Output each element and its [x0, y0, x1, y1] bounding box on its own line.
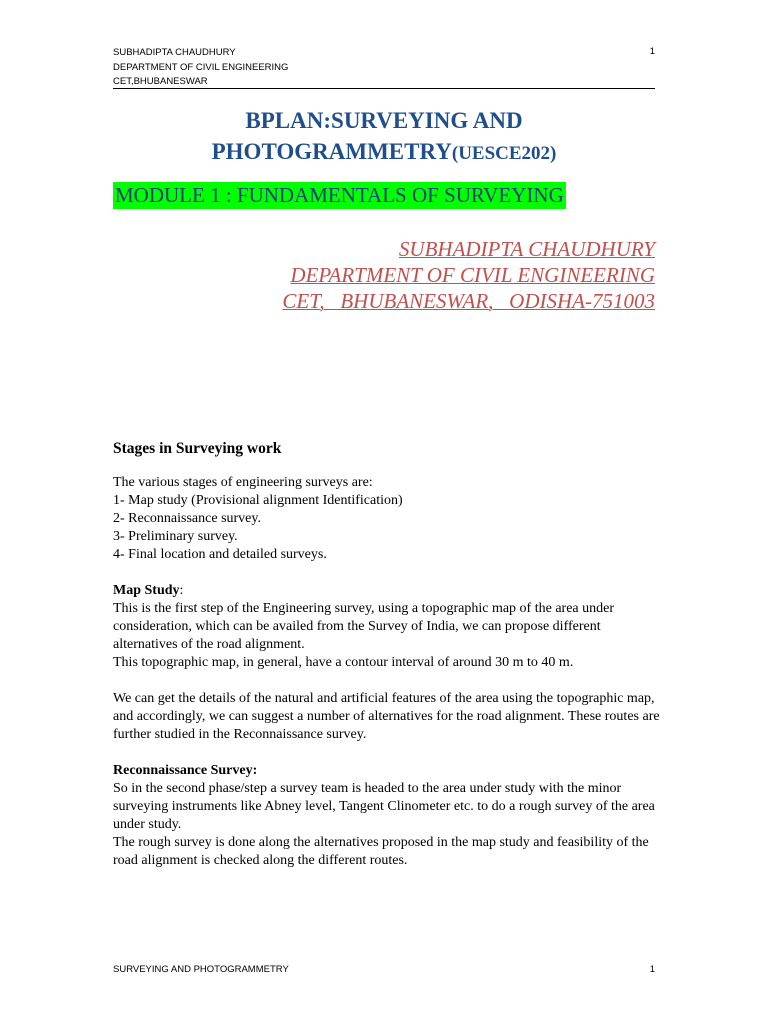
module-heading: MODULE 1 : FUNDAMENTALS OF SURVEYING [115, 183, 564, 207]
map-study-label: Map Study [113, 583, 180, 598]
page-header [113, 46, 288, 90]
title-line-2 [113, 136, 655, 169]
header-author: SUBHADIPTA CHAUDHURY [113, 47, 236, 58]
document-title [113, 105, 655, 169]
document-body [113, 440, 668, 870]
map-study-paragraph: This is the first step of the Engineering survey, using a topographic map of the area under consideration, which can be availed from the Survey of India, we can propose different alternatives of the road alignment. [113, 601, 615, 652]
list-item: 3- Preliminary survey. [113, 529, 238, 544]
list-item: 2- Reconnaissance survey. [113, 511, 261, 526]
footer-page-number: 1 [649, 964, 655, 975]
section-heading: Stages in Surveying work [113, 440, 282, 457]
recon-heading [113, 762, 668, 780]
header-page-number: 1 [649, 46, 655, 57]
list-item: 1- Map study (Provisional alignment Identification) [113, 493, 403, 508]
list-item: 4- Final location and detailed surveys. [113, 547, 327, 562]
header-department: DEPARTMENT OF CIVIL ENGINEERING [113, 61, 289, 73]
map-study-heading [113, 582, 668, 600]
page-footer: SURVEYING AND PHOTOGRAMMETRY [113, 964, 289, 975]
author-address: CET, BHUBANESWAR, ODISHA-751003 [282, 289, 655, 313]
author-block [113, 236, 655, 314]
author-department: DEPARTMENT OF CIVIL ENGINEERING [290, 263, 655, 287]
map-study-colon: : [179, 583, 184, 598]
stages-list [113, 492, 668, 564]
title-subject: PHOTOGRAMMETRY [211, 139, 452, 164]
author-name: SUBHADIPTA CHAUDHURY [398, 237, 655, 261]
title-line-1: BPLAN:SURVEYING AND [245, 108, 523, 133]
course-code: (UESCE202) [451, 143, 557, 164]
header-institute: CET,BHUBANESWAR [113, 76, 208, 87]
stages-intro: The various stages of engineering surveys are: [113, 475, 373, 490]
recon-paragraph: So in the second phase/step a survey team is headed to the area under study with the minor surveying instruments like Abney level, Tangent Clinometer etc. to do a rough survey of the area under study. [113, 781, 655, 832]
header-divider [113, 88, 655, 89]
recon-rough-survey: The rough survey is done along the alternatives proposed in the map study and feasibility of the road alignment is checked along the different routes. [113, 835, 649, 868]
recon-label: Reconnaissance Survey: [113, 763, 258, 778]
map-study-contour: This topographic map, in general, have a contour interval of around 30 m to 40 m. [113, 655, 574, 670]
map-study-features: We can get the details of the natural and artificial features of the area using the topographic map, and accordingly, we can suggest a number of alternatives for the road alignment. These routes are further studied in the Reconnaissance survey. [113, 691, 660, 742]
